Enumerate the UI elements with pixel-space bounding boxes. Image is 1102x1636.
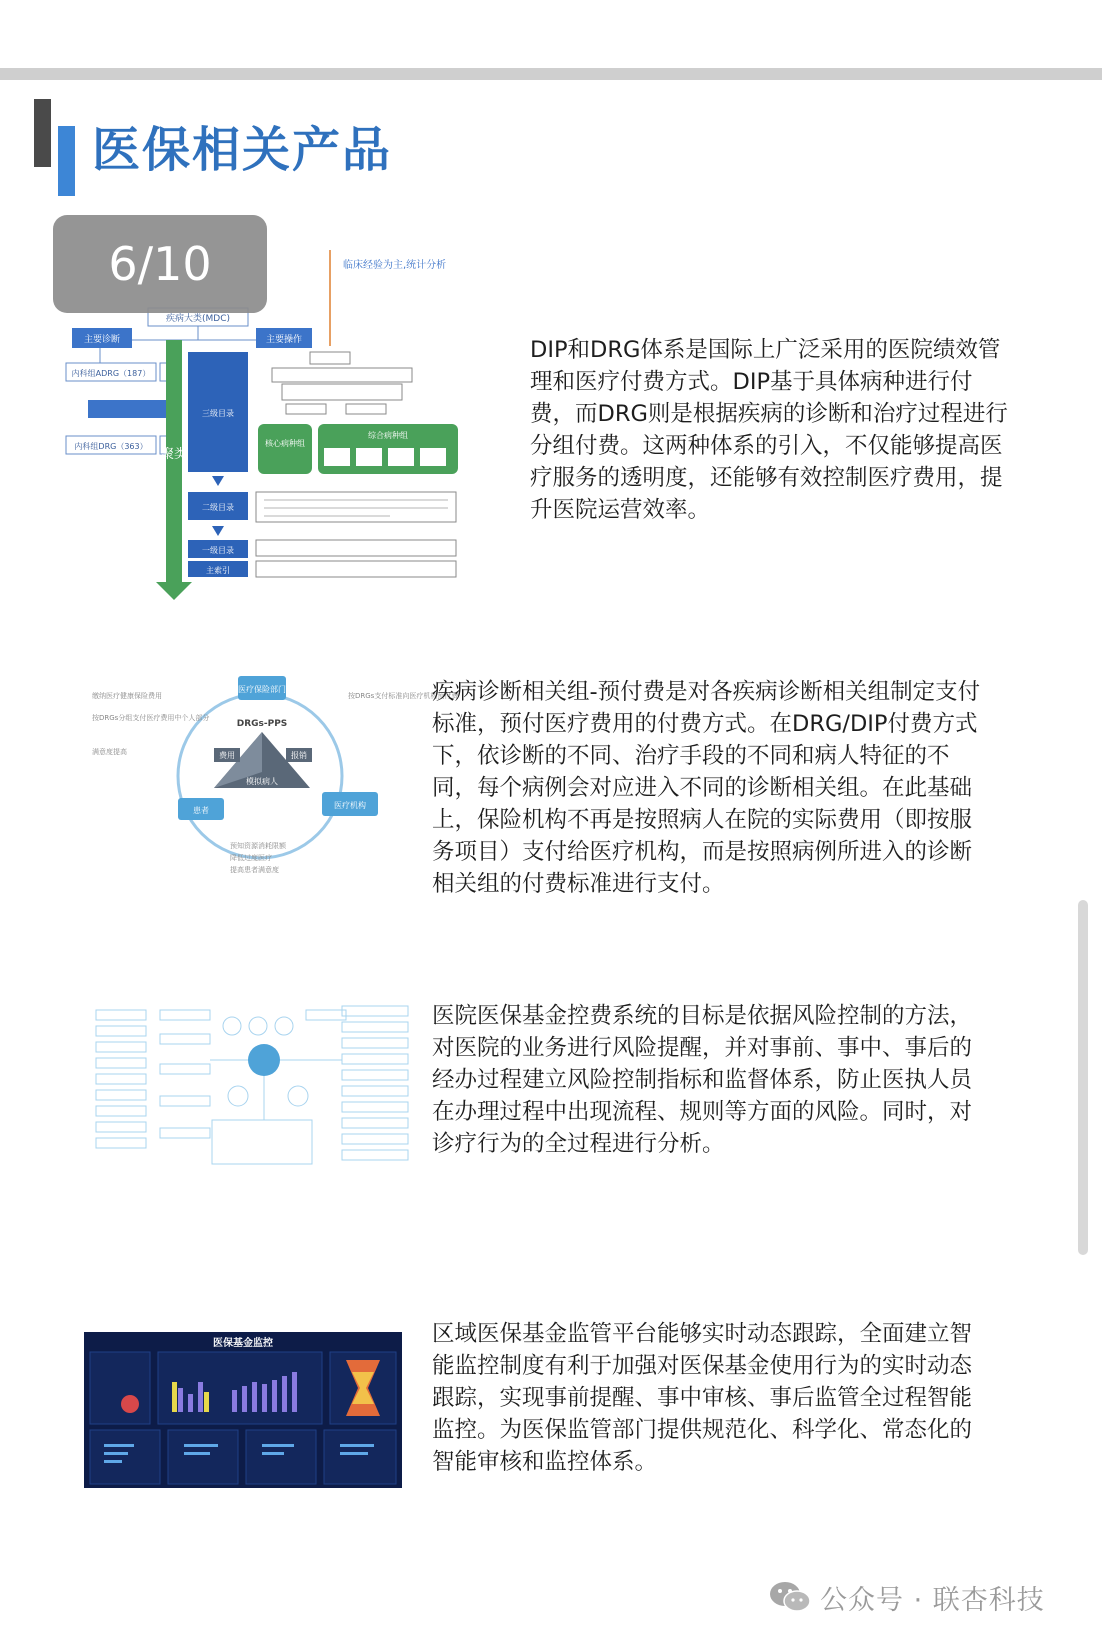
drg-pps-diagram-svg [90,676,459,886]
drg-label: 内科组DRG（363） [74,442,148,451]
left-note-2: 按DRGs分组支付医疗费用中个人部分 [92,714,210,722]
page-title: 医保相关产品 [92,122,393,178]
fund-monitor-dashboard[interactable] [84,1332,402,1488]
level3-label: 三级目录 [202,409,234,418]
cost-control-mindmap[interactable] [92,1000,414,1168]
cost-control-mindmap-svg [92,1000,414,1168]
watermark [768,1577,1045,1617]
title-accent-blue [58,126,75,196]
watermark-label: 公众号 · 联杏科技 [820,1584,1045,1616]
level2-label: 二级目录 [202,503,234,512]
dashboard-title: 医保基金监控 [213,1338,273,1349]
core-group-label: 核心病种组 [265,439,305,448]
scrollbar[interactable] [1078,900,1088,1255]
section-3-text: 医院医保基金控费系统的目标是依据风险控制的方法，对医院的业务进行风险提醒，并对事前、事中、事后的经办过程建立风险控制指标和监督体系，防止医执人员在办理过程中出现流程、规则等方面的风险。同时，对诊疗行为的全过程进行分析。 [432,1003,973,1157]
sample-patient-label: 模拟病人 [246,777,278,786]
fund-monitor-dashboard-svg [84,1332,402,1488]
left-note-3: 满意度提高 [92,748,127,756]
right-note-1: 按DRGs支付标准向医疗机构预付费 [348,692,459,700]
level1-label: 一级目录 [202,546,234,555]
section-4-text: 区域医保基金监管平台能够实时动态跟踪，全面建立智能监控制度有利于加强对医保基金使用行为的实时动态跟踪，实现事前提醒、事中审核、事后监管全过程智能监控。为医保监管部门提供规范化、科学化、常态化的智能审核和监控体系。 [432,1321,973,1475]
main-diagnosis-label: 主要诊断 [83,335,121,345]
bottom-note-1: 预知资源消耗限额 [230,842,286,850]
patient-label: 患者 [193,806,209,815]
main-category-label: 主索引 [206,566,230,575]
insurance-dept-label: 医疗保险部门 [238,685,286,694]
adrg-label: 内科组ADRG（187） [71,369,151,378]
comprehensive-group-label: 综合病种组 [368,431,408,440]
section-2-text: 疾病诊断相关组-预付费是对各疾病诊断相关组制定支付标准，预付医疗费用的付费方式。在DRG/DIP付费方式下，依诊断的不同、治疗手段的不同和病人特征的不同，每个病例会对应进入不同的诊断相关组。在此基础上，保险机构不再是按照病人在院的实际费用（即按服务项目）支付给医疗机构，而是按照病例所进入的诊断相关组的付费标准进行支付。 [432,679,981,897]
fee-label: 费用 [219,751,235,760]
wechat-icon [768,1579,812,1615]
cluster-label: 聚类 [160,447,188,462]
section-1-text: DIP和DRG体系是国际上广泛采用的医院绩效管理和医疗付费方式。DIP基于具体病种进行付费，而DRG则是根据疾病的诊断和治疗过程进行分组付费。这两种体系的引入，不仅能够提高医疗服务的透明度，还能够有效控制医疗费用，提升医院运营效率。 [530,337,1008,523]
drg-pps-diagram[interactable] [90,676,459,886]
bottom-note-2: 降低过度医疗 [230,854,272,862]
clinical-label: 临床经验为主,统计分析 [343,260,447,271]
mdc-label: 疾病大类(MDC) [165,314,231,324]
top-divider [0,68,1102,80]
center-label: DRGs-PPS [236,719,288,729]
reimburse-label: 报销 [291,751,307,760]
left-note-1: 缴纳医疗健康保险费用 [92,692,162,700]
hospital-label: 医疗机构 [334,801,366,810]
title-accent-grey [34,99,51,167]
bottom-note-3: 提高患者满意度 [230,866,279,874]
image-counter: 6/10 [53,215,267,313]
main-operation-label: 主要操作 [265,335,303,345]
